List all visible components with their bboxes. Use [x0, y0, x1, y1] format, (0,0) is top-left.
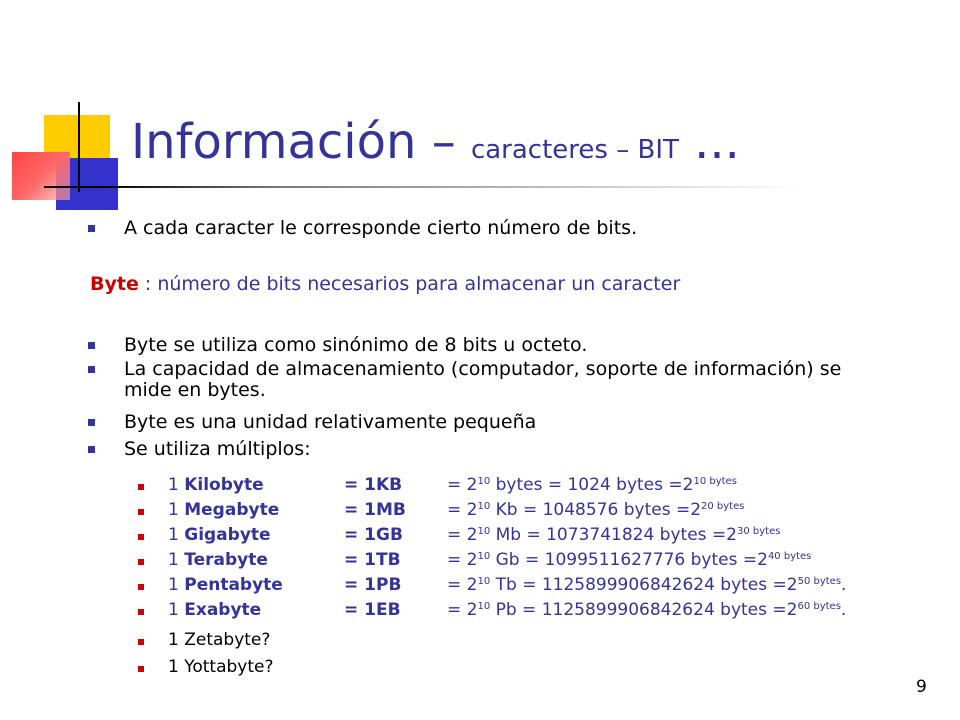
bullet-text-continued: mide en bytes. [124, 379, 266, 401]
unit-abbr: = 1PB [344, 575, 402, 595]
unit-abbr: = 1KB [344, 475, 403, 495]
vertical-rule [78, 102, 80, 192]
page-number: 9 [916, 677, 927, 697]
sub-bullet-icon [138, 609, 144, 615]
title-underline [44, 186, 804, 188]
unit-equivalence: = $2^{10}$ Gb = 1099511627776 bytes $=2^{40 bytes}$ [447, 550, 812, 570]
bullet-text: La capacidad de almacenamiento (computador, soporte de información) se [124, 358, 842, 380]
unit-abbr: = 1EB [344, 600, 401, 620]
unit-name: 1 Megabyte [168, 500, 280, 520]
sub-bullet-icon [138, 484, 144, 490]
slide-title: Información – caracteres – BIT ... [131, 114, 740, 170]
unit-equivalence: = $2^{10}$ bytes = 1024 bytes $=2^{10 bytes}$ [447, 475, 737, 495]
sub-bullet-icon [138, 534, 144, 540]
unit-name: 1 Pentabyte [168, 575, 283, 595]
unit-name: 1 Exabyte [168, 600, 262, 620]
bullet-text: Se utiliza múltiplos: [124, 438, 311, 460]
unit-abbr: = 1MB [344, 500, 406, 520]
red-square [12, 152, 70, 200]
sub-bullet-icon [138, 639, 144, 645]
unit-equivalence: = $2^{10}$ Kb = 1048576 bytes $=2^{20 bytes}$ [447, 500, 745, 520]
unit-name: 1 Terabyte [168, 550, 268, 570]
bullet-text: Byte es una unidad relativamente pequeña [124, 411, 537, 433]
unit-equivalence: = $2^{10}$ Pb = 1125899906842624 bytes $=2^{60 bytes}$. [447, 600, 847, 620]
bullet-icon [88, 419, 95, 426]
unit-abbr: = 1TB [344, 550, 401, 570]
bullet-text: Byte se utiliza como sinónimo de 8 bits u octeto. [124, 334, 588, 356]
sub-bullet-icon [138, 509, 144, 515]
unit-name: 1 Kilobyte [168, 475, 264, 495]
unit-equivalence: = $2^{10}$ Tb = 1125899906842624 bytes $=2^{50 bytes}$. [447, 575, 847, 595]
question-item: 1 Yottabyte? [168, 657, 274, 677]
bullet-text: A cada caracter le corresponde cierto número de bits. [124, 217, 638, 239]
bullet-icon [88, 342, 95, 349]
question-item: 1 Zetabyte? [168, 630, 271, 650]
bullet-icon [88, 446, 95, 453]
unit-equivalence: = $2^{10}$ Mb = 1073741824 bytes $=2^{30 bytes}$ [447, 525, 781, 545]
sub-bullet-icon [138, 584, 144, 590]
unit-abbr: = 1GB [344, 525, 403, 545]
bullet-icon [88, 366, 95, 373]
sub-bullet-icon [138, 559, 144, 565]
unit-name: 1 Gigabyte [168, 525, 271, 545]
bullet-icon [88, 225, 95, 232]
byte-definition: Byte : número de bits necesarios para almacenar un caracter [90, 273, 681, 295]
sub-bullet-icon [138, 666, 144, 672]
